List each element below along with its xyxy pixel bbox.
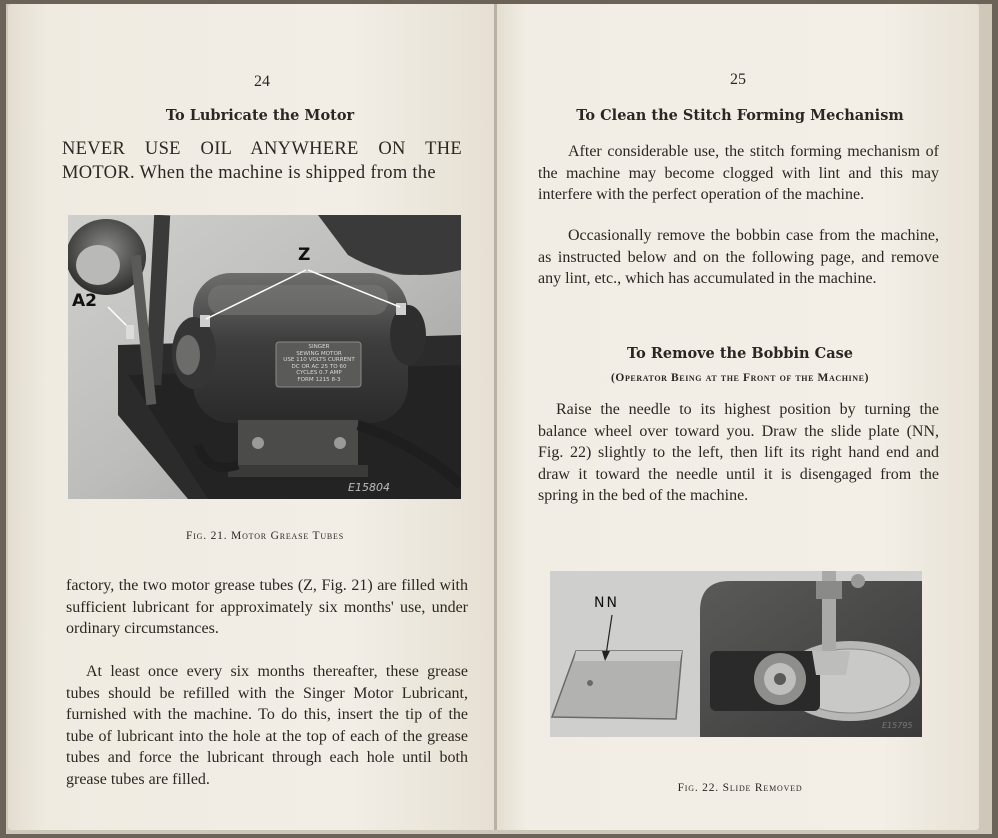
right-paragraph-1: After considerable use, the stitch forming mechanism of the machine may become clogged with lint and this may interfere with the perfect operation of the machine. <box>538 143 939 203</box>
heading-clean-stitch-mechanism: To Clean the Stitch Forming Mechanism <box>576 107 904 124</box>
figure-22-label-nn: NN <box>594 595 619 611</box>
figure-22-negative-number: E15795 <box>882 721 913 730</box>
left-paragraph-2: At least once every six months thereafter, these grease tubes should be refilled with the Singer Motor Lubricant, furnished with the machine. To do this, insert the tip of the tube of lubricant into the hole at the top of each of the grease tubes and force the lubricant through each hole until both grease tubes are filled. <box>66 663 468 788</box>
page-number-right: 25 <box>730 71 746 88</box>
left-intro-text: NEVER USE OIL ANYWHERE ON THE MOTOR. When the machine is shipped from the <box>62 139 462 183</box>
right-paragraph-3: Raise the needle to its highest position by turning the balance wheel over toward you. Draw the slide plate (NN, Fig. 22) slightly to the left, then lift its right hand end and draw it toward the needle until it is disengaged from the spring in the bed of the machine. <box>538 401 939 504</box>
heading-remove-bobbin-case: To Remove the Bobbin Case <box>627 345 853 362</box>
figure-22-caption: Fig. 22. Slide Removed <box>677 782 803 794</box>
heading-lubricate-motor: To Lubricate the Motor <box>165 107 355 124</box>
figure-21-label-z: Z <box>298 245 311 265</box>
page-number-left: 24 <box>254 73 270 90</box>
figure-22-slide-photo <box>550 571 922 737</box>
left-paragraph-1: factory, the two motor grease tubes (Z, Fig. 21) are filled with sufficient lubricant for approximately six months' use, under ordinary circumstances. <box>66 577 468 637</box>
figure-21-name-plate: SINGER SEWING MOTOR USE 110 VOLTS CURRENT DC OR AC 25 TO 60 CYCLES 0.7 AMP FORM 1215 8-3 <box>283 344 355 383</box>
figure-21-caption: Fig. 21. Motor Grease Tubes <box>186 530 344 542</box>
figure-21-motor-photo <box>68 215 461 499</box>
figure-21-label-a2: A2 <box>72 291 97 311</box>
operator-position-note: (Operator Being at the Front of the Machine) <box>610 372 870 384</box>
right-paragraph-2: Occasionally remove the bobbin case from the machine, as instructed below and on the following page, and remove any lint, etc., which has accumulated in the machine. <box>538 227 939 287</box>
figure-21-negative-number: E15804 <box>348 481 390 494</box>
